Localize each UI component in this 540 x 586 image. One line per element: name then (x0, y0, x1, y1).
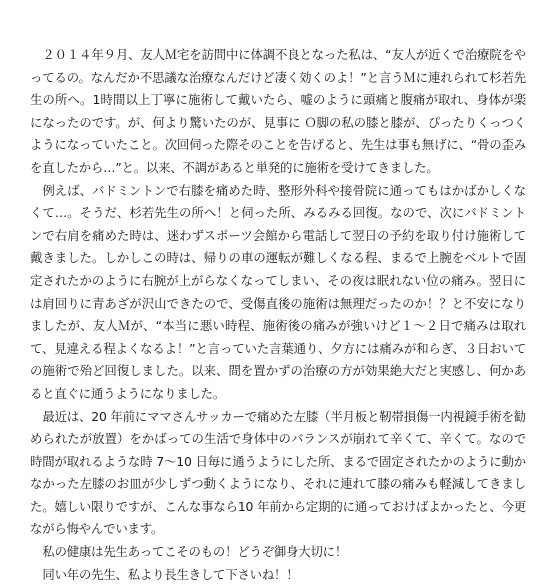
paragraph-closing: 同い年の先生、私より長生きして下さいね！！ (42, 566, 299, 582)
paragraph-badminton-injuries: 例えば、バドミントンで右膝を痛めた時、整形外科や接骨院に通ってもはかばかしくなくて…。そうだ、杉若先生の所へ！と伺った所、みるみる回復。なので、次にバドミントンで右肩を痛めた時は、迷わずスポーツ会館から電話して翌日の予約を取り付け施術して戴きました。しかしこの時は、帰りの車の運転が難しくなる程、まるで上腕をベルトで固定されたかのように右腕が上がらなくなってしまい、その夜は眠れない位の痛み。翌日には肩回りに青あざが沢山できたので、受傷直後の施術は無理だったのか！？と不安になりましたが、友人Ｍが、“本当に悪い時程、施術後の痛みが強いけど１～２日で痛みは取れて、見違える程よくなるよ！”と言っていた言葉通り、夕方には痛みが和らぎ、３日おいての施術で殆ど回復しました。以来、間を置かずの治療の方が効果絶大だと実感し、何かあると直ぐに通うようになりました。 (30, 182, 526, 401)
paragraph-first-visit: ２０１４年９月、友人Ｍ宅を訪問中に体調不良となった私は、“友人が近くで治療院をやってるの。なんだか不思議な治療なんだけど凄く効くのよ！”と言うＭに連れられて杉若先生の所へ。1時間以上丁寧に施術して戴いたら、嘘のように頭痛と腹痛が取れ、身体が楽になったのです。が、何より驚いたのが、見事に Ｏ脚の私の膝と膝が、ぴったりくっつくようになっていたこと。次回伺った際そのことを告げると、先生は事も無げに、“骨の歪みを直したから…”と。以来、不調があると単発的に施術を受けてきました。 (30, 47, 526, 175)
testimonial-document (30, 44, 526, 586)
paragraph-gratitude: 私の健康は先生あってこそのもの！どうぞ御身大切に！ (42, 544, 348, 560)
paragraph-left-knee: 最近は、20 年前にママさんサッカーで痛めた左膝（半月板と靭帯損傷一内視鏡手術を勧められたが放置）をかばっての生活で身体中のバランスが崩れて辛くて、辛くて。なので時間が取れるような時 7～10 日毎に通うようにした所、まるで固定されたかのように動かなかった左膝のお皿が少しずつ動くようになり、それに連れて膝の痛みも軽減してきました。嬉しい限りですが、こんな事なら10 年前から定期的に通っておけばよかったと、今更ながら悔やんでいます。 (30, 408, 526, 537)
